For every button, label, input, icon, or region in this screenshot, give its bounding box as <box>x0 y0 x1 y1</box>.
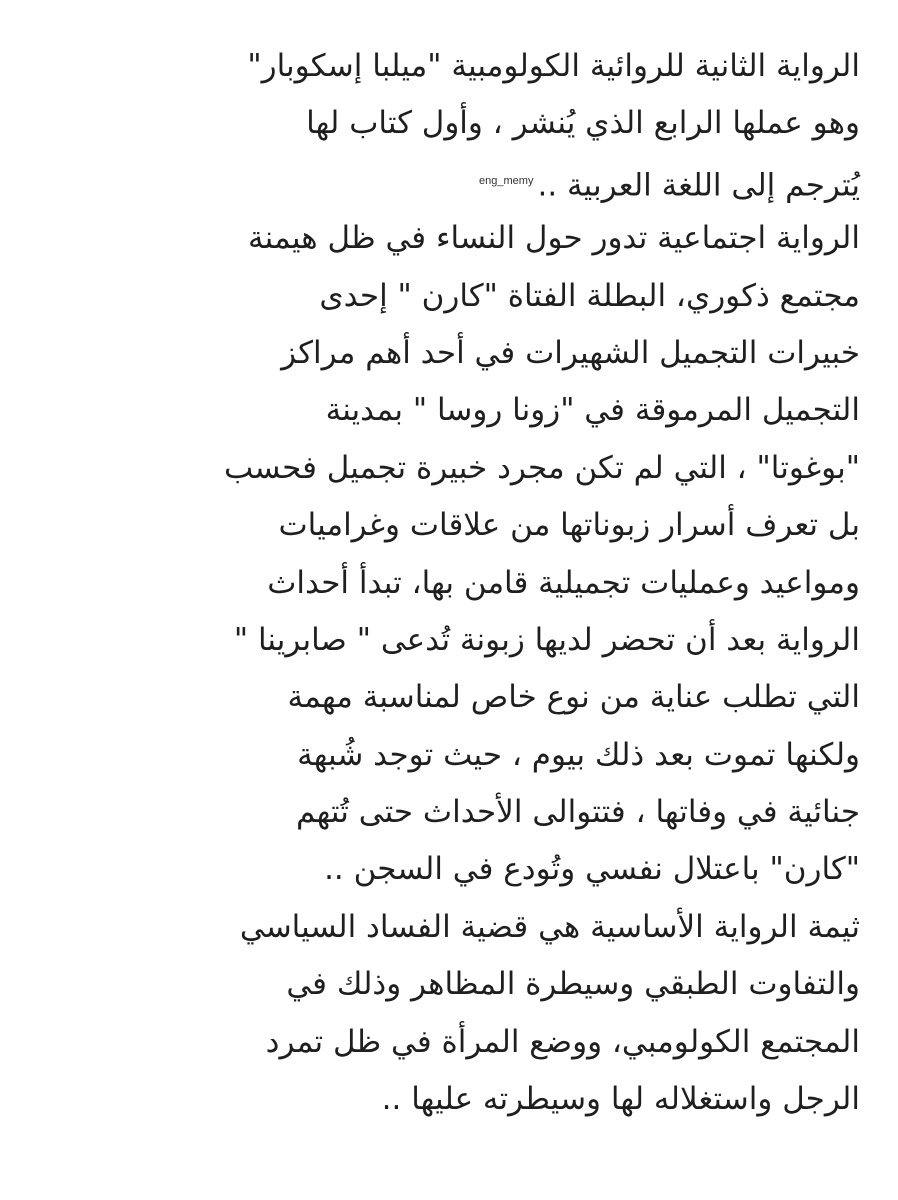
text-line: "بوغوتا" ، التي لم تكن مجرد خبيرة تجميل فحسب <box>223 449 860 486</box>
text-line: التجميل المرموقة في "زونا روسا " بمدينة <box>325 392 860 429</box>
text-line: ومواعيد وعمليات تجميلية قامن بها، تبدأ أحداث <box>267 564 860 601</box>
text-line: وهو عملها الرابع الذي يُنشر ، وأول كتاب لها <box>306 105 860 142</box>
text-line-content: يُترجم إلى اللغة العربية .. <box>537 167 860 204</box>
text-line: خبيرات التجميل الشهيرات في أحد أهم مراكز <box>281 334 860 371</box>
text-line: والتفاوت الطبقي وسيطرة المظاهر وذلك في <box>286 966 860 1003</box>
text-line: المجتمع الكولومبي، ووضع المرأة في ظل تمرد <box>265 1023 860 1060</box>
text-line: الرواية بعد أن تحضر لديها زبونة تُدعى " صابرينا " <box>233 621 860 658</box>
text-line: التي تطلب عناية من نوع خاص لمناسبة مهمة <box>287 679 860 716</box>
document-body <box>40 38 860 1128</box>
text-line: الرواية الثانية للروائية الكولومبية "ميلبا إسكوبار" <box>247 48 860 84</box>
text-line: جنائية في وفاتها ، فتتوالى الأحداث حتى تُتهم <box>295 794 860 831</box>
text-line <box>40 153 860 210</box>
text-line: بل تعرف أسرار زبوناتها من علاقات وغراميات <box>278 507 860 544</box>
text-line: مجتمع ذكوري، البطلة الفتاة "كارن " إحدى <box>319 277 860 314</box>
watermark: eng_memy <box>479 174 534 187</box>
text-line: الرجل واستغلاله لها وسيطرته عليها .. <box>381 1081 860 1118</box>
text-line: ولكنها تموت بعد ذلك بيوم ، حيث توجد شُبهة <box>297 736 860 773</box>
text-line: الرواية اجتماعية تدور حول النساء في ظل هيمنة <box>248 220 860 257</box>
text-line: "كارن" باعتلال نفسي وتُودع في السجن .. <box>324 851 860 888</box>
text-line: ثيمة الرواية الأساسية هي قضية الفساد السياسي <box>239 908 860 945</box>
